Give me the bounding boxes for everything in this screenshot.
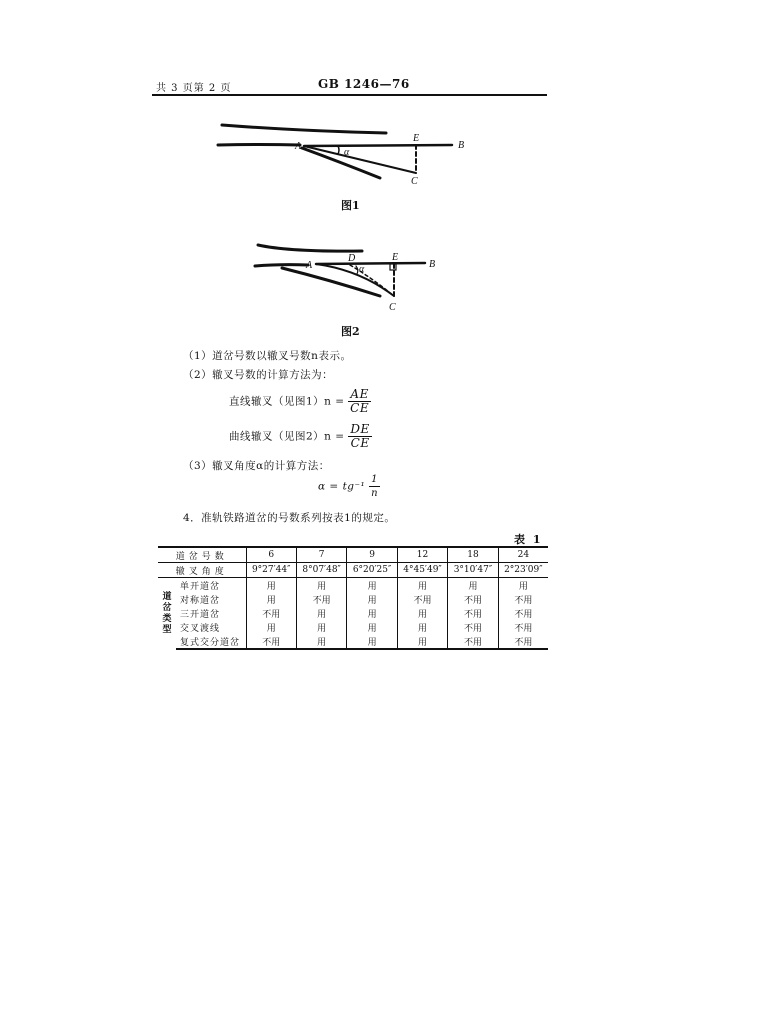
formula-3-numerator: 1 bbox=[371, 474, 378, 485]
table-cell: 用 bbox=[347, 578, 397, 593]
table-row bbox=[158, 606, 548, 620]
fig2-label-E: E bbox=[392, 252, 399, 263]
table-col-header: 6 bbox=[246, 547, 296, 563]
table-cell: 不用 bbox=[498, 592, 548, 606]
group-label-text: 道岔类型 bbox=[162, 591, 172, 635]
table-cell-angle: 3°10′47″ bbox=[448, 563, 498, 578]
table-header-number-label: 道岔号数 bbox=[158, 547, 246, 563]
table-cell: 用 bbox=[347, 592, 397, 606]
table-cell: 不用 bbox=[448, 634, 498, 649]
paragraph-1: （1）道岔号数以辙叉号数n表示。 bbox=[183, 350, 352, 362]
table-cell: 不用 bbox=[448, 592, 498, 606]
table-cell: 用 bbox=[347, 634, 397, 649]
formula-3-denominator: n bbox=[371, 488, 379, 499]
table-cell: 用 bbox=[246, 592, 296, 606]
fig1-label-B: B bbox=[458, 140, 465, 151]
table-cell-angle: 4°45′49″ bbox=[397, 563, 447, 578]
table-col-header: 18 bbox=[448, 547, 498, 563]
table-cell: 不用 bbox=[498, 634, 548, 649]
figure-2-labels bbox=[305, 252, 435, 313]
table-cell: 用 bbox=[448, 578, 498, 593]
formula-1-fraction bbox=[348, 388, 370, 415]
table-col-header: 7 bbox=[296, 547, 346, 563]
table-cell-angle: 6°20′25″ bbox=[347, 563, 397, 578]
figure-2-caption: 图2 bbox=[341, 325, 360, 338]
table-cell: 用 bbox=[397, 620, 447, 634]
paragraph-4: 4．准轨铁路道岔的号数系列按表1的规定。 bbox=[183, 512, 396, 524]
formula-curved-frog bbox=[229, 423, 372, 450]
fig2-label-B: B bbox=[429, 259, 436, 270]
table-cell: 用 bbox=[296, 578, 346, 593]
formula-2-denominator: CE bbox=[350, 436, 370, 450]
formula-1-denominator: CE bbox=[350, 401, 370, 415]
fig1-label-A: A bbox=[295, 141, 302, 152]
table-cell: 不用 bbox=[296, 592, 346, 606]
table-cell: 用 bbox=[296, 634, 346, 649]
formula-1-numerator: AE bbox=[350, 387, 369, 401]
table-cell: 不用 bbox=[246, 634, 296, 649]
table-caption: 表 1 bbox=[514, 533, 543, 546]
table-cell: 用 bbox=[296, 606, 346, 620]
table-cell: 不用 bbox=[246, 606, 296, 620]
table-header-angle-label: 辙叉角度 bbox=[158, 563, 246, 578]
table-row-label: 复式交分道岔 bbox=[176, 634, 246, 649]
fig1-line-AB bbox=[304, 145, 452, 146]
page-info: 共 3 页第 2 页 bbox=[156, 83, 232, 94]
table-cell: 用 bbox=[397, 578, 447, 593]
table-cell: 用 bbox=[397, 606, 447, 620]
table-cell-angle: 9°27′44″ bbox=[246, 563, 296, 578]
table-cell: 不用 bbox=[448, 606, 498, 620]
table-group-label bbox=[158, 578, 176, 650]
table-cell: 用 bbox=[246, 578, 296, 593]
formula-2-fraction bbox=[348, 423, 371, 450]
table-cell: 用 bbox=[347, 606, 397, 620]
fig2-label-D: D bbox=[348, 253, 356, 264]
fig1-lower-rail bbox=[302, 148, 380, 178]
fig1-main-rail bbox=[218, 145, 300, 146]
formula-straight-frog bbox=[229, 388, 371, 415]
turnout-figures bbox=[0, 0, 757, 330]
table-row bbox=[158, 620, 548, 634]
formula-2-numerator: DE bbox=[350, 422, 370, 436]
figure-2-diagram bbox=[255, 245, 425, 297]
table-cell: 不用 bbox=[397, 592, 447, 606]
fig1-label-alpha: α bbox=[344, 147, 350, 158]
fig1-label-E: E bbox=[413, 133, 420, 144]
fig2-label-A: A bbox=[306, 260, 313, 271]
table-row-label: 交叉渡线 bbox=[180, 623, 221, 634]
formula-3-fraction bbox=[369, 473, 380, 500]
fig2-line-AB bbox=[316, 263, 425, 264]
formula-frog-angle bbox=[318, 473, 380, 500]
table-cell: 用 bbox=[246, 620, 296, 634]
table-cell: 用 bbox=[498, 578, 548, 593]
table-col-header: 24 bbox=[498, 547, 548, 563]
table-cell-angle: 2°23′09″ bbox=[498, 563, 548, 578]
table-row-number bbox=[158, 547, 548, 563]
fig2-label-C: C bbox=[389, 302, 396, 313]
table-row bbox=[158, 634, 548, 649]
table-cell-angle: 8°07′48″ bbox=[296, 563, 346, 578]
fig1-upper-rail bbox=[222, 125, 386, 133]
table-row-angle bbox=[158, 563, 548, 578]
fig1-angle-arc bbox=[338, 146, 339, 154]
table-row-label: 单开道岔 bbox=[180, 581, 221, 592]
fig2-label-alpha: α bbox=[359, 264, 365, 275]
standard-code: GB 1246—76 bbox=[318, 77, 410, 91]
table-cell: 不用 bbox=[448, 620, 498, 634]
table-cell: 不用 bbox=[498, 606, 548, 620]
formula-2-label: 曲线辙叉（见图2）n = bbox=[229, 430, 345, 443]
table-row bbox=[158, 592, 548, 606]
table-row-label: 三开道岔 bbox=[180, 609, 221, 620]
table-cell: 用 bbox=[397, 634, 447, 649]
fig2-main-rail bbox=[255, 265, 308, 266]
table-cell: 用 bbox=[296, 620, 346, 634]
table-cell: 用 bbox=[347, 620, 397, 634]
formula-3-label: α = tg⁻¹ bbox=[318, 480, 366, 493]
paragraph-3: （3）辙叉角度α的计算方法： bbox=[183, 460, 330, 472]
paragraph-2: （2）辙叉号数的计算方法为： bbox=[183, 369, 334, 381]
fig1-label-C: C bbox=[411, 176, 418, 187]
table-row bbox=[158, 578, 548, 593]
turnout-number-table bbox=[158, 546, 548, 650]
figure-1-caption: 图1 bbox=[341, 199, 360, 212]
table-col-header: 12 bbox=[397, 547, 447, 563]
fig2-lower-rail bbox=[282, 268, 380, 296]
table-col-header: 9 bbox=[347, 547, 397, 563]
table-cell: 不用 bbox=[498, 620, 548, 634]
table-row-label: 对称道岔 bbox=[180, 595, 221, 606]
formula-1-label: 直线辙叉（见图1）n = bbox=[229, 395, 345, 408]
fig2-upper-rail bbox=[258, 245, 362, 251]
